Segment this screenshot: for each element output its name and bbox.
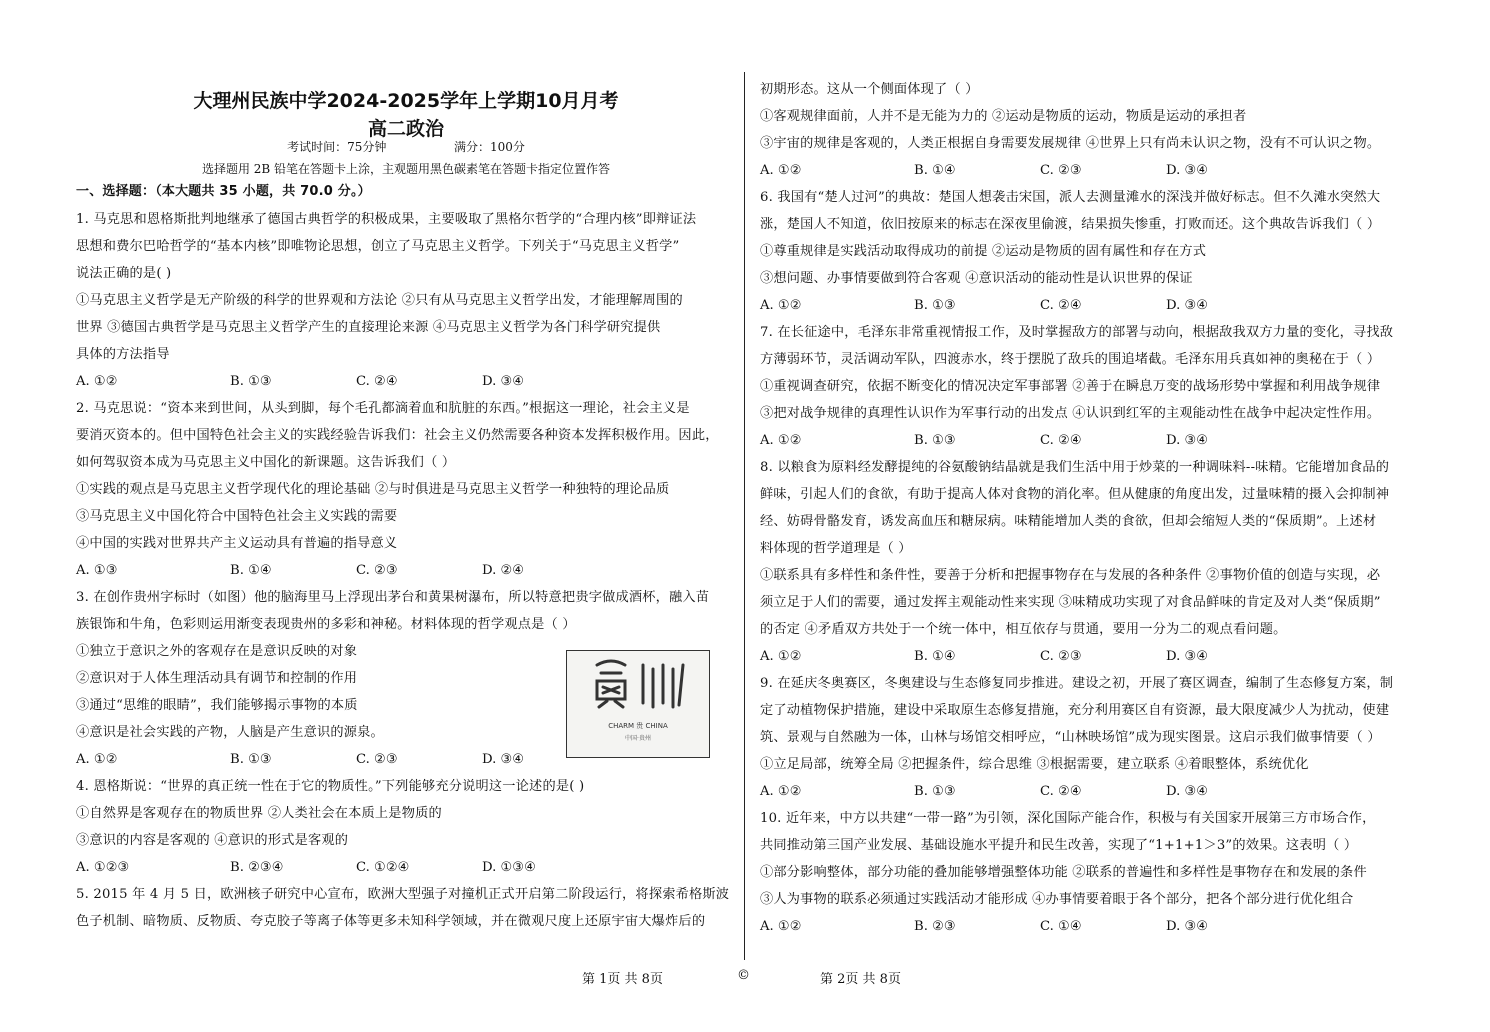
question-text: 1. 马克思和恩格斯批判地继承了德国古典哲学的积极成果，主要吸取了黑格尔哲学的“合理内核”即辩证法	[76, 212, 697, 227]
page-number-right: 第 2页 共 8页	[820, 972, 901, 987]
exam-score: 满分：100分	[454, 140, 525, 154]
option-b: B. ①④	[914, 649, 956, 664]
question-text: ①尊重规律是实践活动取得成功的前提 ②运动是物质的固有属性和存在方式	[760, 244, 1207, 259]
logo-caption: CHARM 贵 CHINA	[608, 722, 668, 730]
question-text: 6. 我国有“楚人过河”的典故：楚国人想袭击宋国，派人去测量滩水的深浅并做好标志。但不久滩水突然大	[760, 190, 1381, 205]
exam-meta	[76, 138, 736, 155]
question-text: 筑、景观与自然融为一体，山林与场馆交相呼应，“山林映场馆”成为现实图景。这启示我们做事情要（ ）	[760, 730, 1381, 745]
question-text: 说法正确的是( )	[76, 266, 172, 281]
option-d: D. ③④	[482, 752, 525, 767]
exam-instruction: 选择题用 2B 铅笔在答题卡上涂，主观题用黑色碳素笔在答题卡指定位置作答	[201, 162, 611, 176]
option-d: D. ③④	[1166, 784, 1209, 799]
question-text: 思想和费尔巴哈哲学的“基本内核”即唯物论思想，创立了马克思主义哲学。下列关于“马克思主义哲学”	[76, 239, 680, 254]
option-a: A. ①③	[76, 563, 118, 578]
question-text: ④意识是社会实践的产物，人脑是产生意识的源泉。	[76, 725, 384, 740]
option-a: A. ①②	[760, 163, 802, 178]
exam-title: 大理州民族中学2024-2025学年上学期10月月考	[193, 90, 619, 112]
option-d: D. ③④	[1166, 649, 1209, 664]
question-text: ①重视调查研究，依据不断变化的情况决定军事部署 ②善于在瞬息万变的战场形势中掌握和利用战争规律	[760, 379, 1381, 394]
option-c: C. ②④	[1040, 433, 1082, 448]
column-divider	[744, 72, 745, 960]
question-text: ③马克思主义中国化符合中国特色社会主义实践的需要	[76, 509, 398, 524]
option-b: B. ①③	[230, 752, 272, 767]
option-b: B. ①③	[914, 433, 956, 448]
guizhou-logo-figure	[566, 650, 710, 758]
option-a: A. ①②	[76, 374, 118, 389]
option-d: D. ③④	[1166, 919, 1209, 934]
option-b: B. ②③	[914, 919, 956, 934]
option-c: C. ②③	[1040, 163, 1082, 178]
question-text: 要消灭资本的。但中国特色社会主义的实践经验告诉我们：社会主义仍然需要各种资本发挥积极作用。因此，	[76, 428, 719, 443]
option-b: B. ①③	[914, 784, 956, 799]
exam-subject: 高二政治	[367, 118, 444, 140]
question-text: ①联系具有多样性和条件性，要善于分析和把握事物存在与发展的各种条件 ②事物价值的创造与实现，必	[760, 568, 1381, 583]
option-d: D. ②④	[482, 563, 525, 578]
question-text: 4. 恩格斯说：“世界的真正统一性在于它的物质性。”下列能够充分说明这一论述的是( )	[76, 779, 585, 794]
question-text: ③意识的内容是客观的 ④意识的形式是客观的	[76, 833, 349, 848]
question-text: ①独立于意识之外的客观存在是意识反映的对象	[76, 644, 358, 659]
question-text: ③通过“思维的眼睛”，我们能够揭示事物的本质	[76, 698, 358, 713]
copyright-symbol: ©	[737, 968, 750, 983]
question-text: ③想问题、办事情要做到符合客观 ④意识活动的能动性是认识世界的保证	[760, 271, 1193, 286]
option-c: C. ②④	[1040, 784, 1082, 799]
section-title: 一、选择题：（本大题共 35 小题，共 70.0 分。）	[76, 184, 371, 199]
option-b: B. ①④	[230, 563, 272, 578]
question-text: ②意识对于人体生理活动具有调节和控制的作用	[76, 671, 358, 686]
question-text: 色子机制、暗物质、反物质、夸克胶子等离子体等更多未知科学领域，并在微观尺度上还原宇宙大爆炸后的	[76, 914, 706, 929]
option-a: A. ①②③	[76, 860, 130, 875]
question-text: 方薄弱环节，灵活调动军队，四渡赤水，终于摆脱了敌兵的围追堵截。毛泽东用兵真如神的奥秘在于（ ）	[760, 352, 1381, 367]
question-text: 共同推动第三国产业发展、基础设施水平提升和民生改善，实现了“1+1+1＞3”的效果。这表明（ ）	[760, 838, 1358, 853]
option-a: A. ①②	[76, 752, 118, 767]
option-c: C. ②④	[1040, 298, 1082, 313]
question-text: 10. 近年来，中方以共建“一带一路”为引领，深化国际产能合作，积极与有关国家开展第三方市场合作，	[760, 811, 1376, 826]
question-text: ④中国的实践对世界共产主义运动具有普遍的指导意义	[76, 536, 398, 551]
question-text: ①马克思主义哲学是无产阶级的科学的世界观和方法论 ②只有从马克思主义哲学出发，才能理解周围的	[76, 293, 683, 308]
option-a: A. ①②	[760, 433, 802, 448]
option-a: A. ①②	[760, 784, 802, 799]
option-b: B. ①④	[914, 163, 956, 178]
page-number-left: 第 1页 共 8页	[582, 972, 663, 987]
question-text: ①客观规律面前，人并不是无能为力的 ②运动是物质的运动，物质是运动的承担者	[760, 109, 1247, 124]
option-a: A. ①②	[760, 649, 802, 664]
question-text: 9. 在延庆冬奥赛区，冬奥建设与生态修复同步推进。建设之初，开展了赛区调查，编制了生态修复方案，制	[760, 676, 1394, 691]
question-text: 初期形态。这从一个侧面体现了（ ）	[760, 82, 979, 97]
question-text: 3. 在创作贵州字标时（如图）他的脑海里马上浮现出茅台和黄果树瀑布，所以特意把贵字做成酒杯，融入苗	[76, 590, 710, 605]
option-c: C. ②③	[356, 563, 398, 578]
guizhou-logo-icon	[567, 651, 709, 721]
option-a: A. ①②	[760, 298, 802, 313]
question-text: 须立足于人们的需要，通过发挥主观能动性来实现 ③味精成功实现了对食品鲜味的肯定及对人类“保质期”	[760, 595, 1381, 610]
question-text: ③把对战争规律的真理性认识作为军事行动的出发点 ④认识到红军的主观能动性在战争中起决定性作用。	[760, 406, 1381, 421]
question-text: 涨，楚国人不知道，依旧按原来的标志在深夜里偷渡，结果损失惨重，打败而还。这个典故告诉我们（ ）	[760, 217, 1381, 232]
option-c: C. ②③	[1040, 649, 1082, 664]
option-d: D. ③④	[1166, 163, 1209, 178]
question-text: ③人为事物的联系必须通过实践活动才能形成 ④办事情要着眼于各个部分，把各个部分进行优化组合	[760, 892, 1354, 907]
question-text: 7. 在长征途中，毛泽东非常重视情报工作，及时掌握敌方的部署与动向，根据敌我双方力量的变化，寻找敌	[760, 325, 1394, 340]
logo-subcaption: 中国·贵州	[625, 735, 651, 742]
option-b: B. ①③	[914, 298, 956, 313]
option-d: D. ③④	[1166, 298, 1209, 313]
question-text: 8. 以粮食为原料经发酵提纯的谷氨酸钠结晶就是我们生活中用于炒菜的一种调味料--味精。它能增加食品的	[760, 460, 1390, 475]
question-text: ①立足局部，统筹全局 ②把握条件，综合思维 ③根据需要，建立联系 ④着眼整体，系统优化	[760, 757, 1309, 772]
question-text: 如何驾驭资本成为马克思主义中国化的新课题。这告诉我们（ ）	[76, 455, 456, 470]
question-text: 经、妨碍骨骼发育，诱发高血压和糖尿病。味精能增加人类的食欲，但却会缩短人类的“保质期”。上述材	[760, 514, 1377, 529]
option-d: D. ①③④	[482, 860, 536, 875]
question-text: 族银饰和牛角，色彩则运用渐变表现贵州的多彩和神秘。材料体现的哲学观点是（ ）	[76, 617, 576, 632]
option-b: B. ②③④	[230, 860, 284, 875]
question-text: 2. 马克思说：“资本来到世间，从头到脚，每个毛孔都滴着血和肮脏的东西。”根据这一理论，社会主义是	[76, 401, 690, 416]
option-a: A. ①②	[760, 919, 802, 934]
option-c: C. ②③	[356, 752, 398, 767]
option-d: D. ③④	[482, 374, 525, 389]
question-text: 5. 2015 年 4 月 5 日，欧洲核子研究中心宣布，欧洲大型强子对撞机正式开启第二阶段运行，将探索希格斯波	[76, 887, 730, 902]
exam-time: 考试时间：75分钟	[287, 140, 387, 154]
question-text: ③宇宙的规律是客观的，人类正根据自身需要发展规律 ④世界上只有尚未认识之物，没有不可认识之物。	[760, 136, 1381, 151]
question-text: 定了动植物保护措施，建设中采取原生态修复措施，充分利用赛区自有资源，最大限度减少人为扰动，使建	[760, 703, 1390, 718]
option-c: C. ①②④	[356, 860, 410, 875]
option-d: D. ③④	[1166, 433, 1209, 448]
option-c: C. ①④	[1040, 919, 1082, 934]
question-text: 具体的方法指导	[76, 347, 170, 362]
question-text: 世界 ③德国古典哲学是马克思主义哲学产生的直接理论来源 ④马克思主义哲学为各门科学研究提供	[76, 320, 661, 335]
question-text: 料体现的哲学道理是（ ）	[760, 541, 912, 556]
question-text: ①部分影响整体，部分功能的叠加能够增强整体功能 ②联系的普遍性和多样性是事物存在和发展的条件	[760, 865, 1367, 880]
question-text: 鲜味，引起人们的食欲，有助于提高人体对食物的消化率。但从健康的角度出发，过量味精的摄入会抑制神	[760, 487, 1390, 502]
question-text: 的否定 ④矛盾双方共处于一个统一体中，相互依存与贯通，要用一分为二的观点看问题。	[760, 622, 1287, 637]
option-c: C. ②④	[356, 374, 398, 389]
option-b: B. ①③	[230, 374, 272, 389]
question-text: ①实践的观点是马克思主义哲学现代化的理论基础 ②与时俱进是马克思主义哲学一种独特的理论品质	[76, 482, 670, 497]
question-text: ①自然界是客观存在的物质世界 ②人类社会在本质上是物质的	[76, 806, 442, 821]
